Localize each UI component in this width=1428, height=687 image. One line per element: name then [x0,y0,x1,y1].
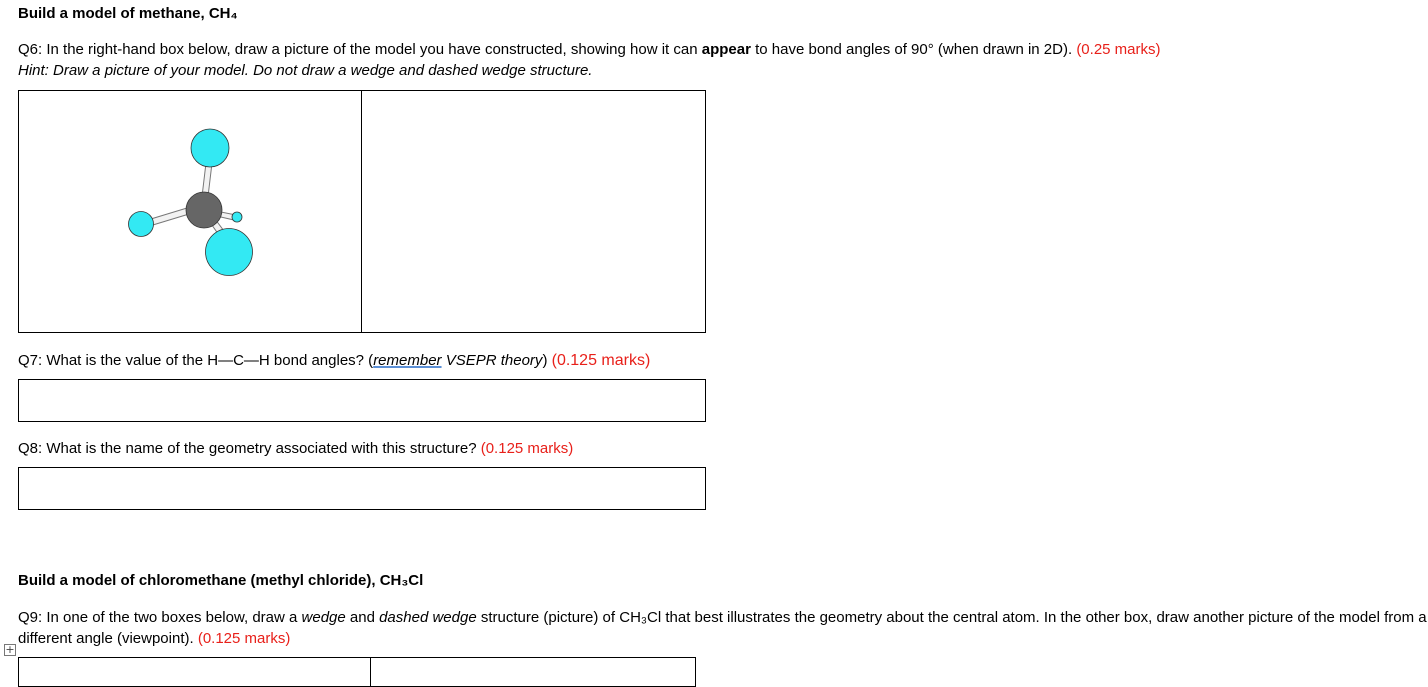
q6-text-tail: to have bond angles of 90° (when drawn in 2D). [750,41,1077,58]
section-title-methane: Build a model of methane, CH₄ [18,5,238,22]
question-q9 [18,609,1427,626]
section-title-chloromethane: Build a model of chloromethane (methyl chloride), CH₃Cl [18,572,424,589]
q9-text-2: and [345,609,380,626]
q7-italic-text: VSEPR theory [441,352,543,369]
q7-spellcheck-word: remember [373,352,442,369]
question-q8 [18,440,573,457]
q6-marks: (0.25 marks) [1076,41,1161,58]
hydrogen-atom-back [232,212,242,222]
hydrogen-atom-front [206,229,253,276]
q8-text: Q8: What is the name of the geometry associated with this structure? [18,440,481,457]
q6-model-image-cell [18,90,362,333]
q7-marks: (0.125 marks) [551,352,651,369]
question-q7 [18,352,650,370]
methane-ball-and-stick-model [19,91,361,332]
q8-marks: (0.125 marks) [480,440,574,457]
q9-text-1: Q9: In one of the two boxes below, draw a [18,609,302,626]
q6-hint: Hint: Draw a picture of your model. Do not draw a wedge and dashed wedge structure. [18,62,593,79]
q6-answer-drawing-box[interactable] [361,90,706,333]
q8-answer-box[interactable] [18,467,706,510]
q9-italic-dashed-wedge: dashed wedge [379,609,477,626]
table-move-handle-icon[interactable]: + [5,643,15,656]
q9-italic-wedge: wedge [301,609,346,626]
q9-text-line2: different angle (viewpoint). [18,630,198,647]
q6-text: Q6: In the right-hand box below, draw a picture of the model you have constructed, showing how it can [18,41,702,58]
question-q9-line2 [18,630,290,647]
q7-answer-box[interactable] [18,379,706,422]
q9-answer-box-right[interactable] [370,657,696,687]
hydrogen-atom-left [129,212,154,237]
q6-emphasis: appear [701,41,751,58]
q9-text-3: structure (picture) of CH₃Cl that best illustrates the geometry about the central atom. In the other box, draw another picture of the model from a [476,609,1427,626]
q7-text: Q7: What is the value of the H—C—H bond angles? ( [18,352,374,369]
hydrogen-atom-top [191,129,229,167]
q9-marks: (0.125 marks) [197,630,291,647]
carbon-atom [186,192,222,228]
q7-close: ) [542,352,552,369]
question-q6 [18,41,1161,58]
q9-answer-box-left[interactable] [18,657,371,687]
